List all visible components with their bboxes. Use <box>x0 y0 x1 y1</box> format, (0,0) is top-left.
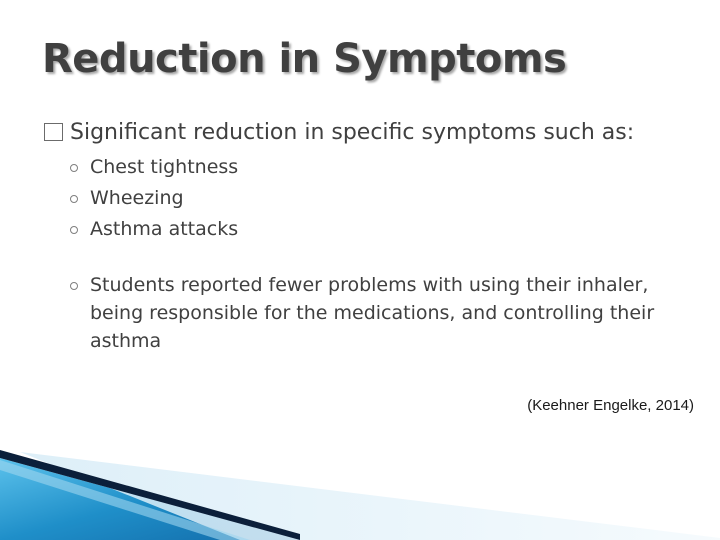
citation: (Keehner Engelke, 2014) <box>527 397 694 414</box>
circle-bullet-icon <box>70 226 78 234</box>
list-item <box>44 214 684 245</box>
note-text: Students reported fewer problems with using their inhaler, being responsible for the medications, and controlling their asthma <box>90 274 655 352</box>
list-item <box>44 183 684 214</box>
list-item <box>44 152 684 183</box>
main-bullet-text: Significant reduction in specific symptoms such as: <box>70 120 635 145</box>
main-bullet <box>44 118 684 148</box>
symptom-text: Asthma attacks <box>90 218 239 240</box>
symptom-text: Wheezing <box>90 187 184 209</box>
square-bullet-icon <box>44 123 63 141</box>
circle-bullet-icon <box>70 195 78 203</box>
decorative-swoosh <box>0 440 720 540</box>
slide-title: Reduction in Symptoms <box>42 36 567 82</box>
symptom-list <box>44 152 684 245</box>
circle-bullet-icon <box>70 282 78 290</box>
note-list <box>44 271 684 355</box>
symptom-text: Chest tightness <box>90 156 239 178</box>
slide-content <box>44 118 684 355</box>
list-item <box>44 271 684 355</box>
circle-bullet-icon <box>70 164 78 172</box>
